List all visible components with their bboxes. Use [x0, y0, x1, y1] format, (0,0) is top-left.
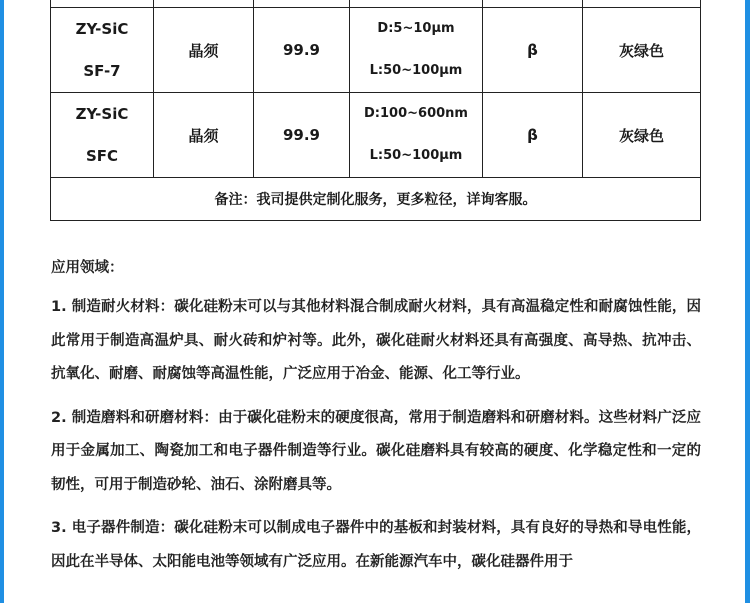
application-item: 2. 制造磨料和研磨材料：由于碳化硅粉末的硬度很高，常用于制造磨料和研磨材料。这些材料广泛应用于金属加工、陶瓷加工和电子器件制造等行业。碳化硅磨料具有较高的硬度、化学稳定性和一定的韧性，可用于制造砂轮、油石、涂附磨具等。	[51, 409, 701, 493]
crystal-cell: β	[483, 8, 583, 93]
model-cell: ZY-SiC SF-7	[51, 8, 154, 93]
model-cell: ZY-SiC SFC	[51, 93, 154, 178]
purity-cell: 99.9	[254, 8, 350, 93]
frame-right-border	[745, 0, 750, 603]
form-cell: 晶须	[154, 8, 254, 93]
size-cell: D:100~600nm L:50~100μm	[350, 93, 483, 178]
table-row-cropped	[51, 0, 701, 8]
table-row	[51, 93, 701, 178]
form-cell: 晶须	[154, 93, 254, 178]
applications-section	[51, 254, 701, 589]
color-cell: 灰绿色	[583, 8, 701, 93]
table-note-row	[51, 178, 701, 221]
product-spec-table	[50, 0, 701, 221]
color-cell: 灰绿色	[583, 93, 701, 178]
table-note: 备注：我司提供定制化服务，更多粒径，详询客服。	[51, 178, 701, 221]
table-row	[51, 8, 701, 93]
purity-cell: 99.9	[254, 93, 350, 178]
application-item: 1. 制造耐火材料：碳化硅粉末可以与其他材料混合制成耐火材料，具有高温稳定性和耐腐蚀性能，因此常用于制造高温炉具、耐火砖和炉衬等。此外，碳化硅耐火材料还具有高强度、高导热、抗冲击、抗氧化、耐磨、耐腐蚀等高温性能，广泛应用于冶金、能源、化工等行业。	[51, 299, 701, 382]
crystal-cell: β	[483, 93, 583, 178]
application-item: 3. 电子器件制造：碳化硅粉末可以制成电子器件中的基板和封装材料，具有良好的导热和导电性能，因此在半导体、太阳能电池等领域有广泛应用。在新能源汽车中，碳化硅器件用于	[51, 520, 701, 570]
frame-left-border	[0, 0, 4, 603]
size-cell: D:5~10μm L:50~100μm	[350, 8, 483, 93]
applications-heading: 应用领域：	[51, 260, 124, 276]
